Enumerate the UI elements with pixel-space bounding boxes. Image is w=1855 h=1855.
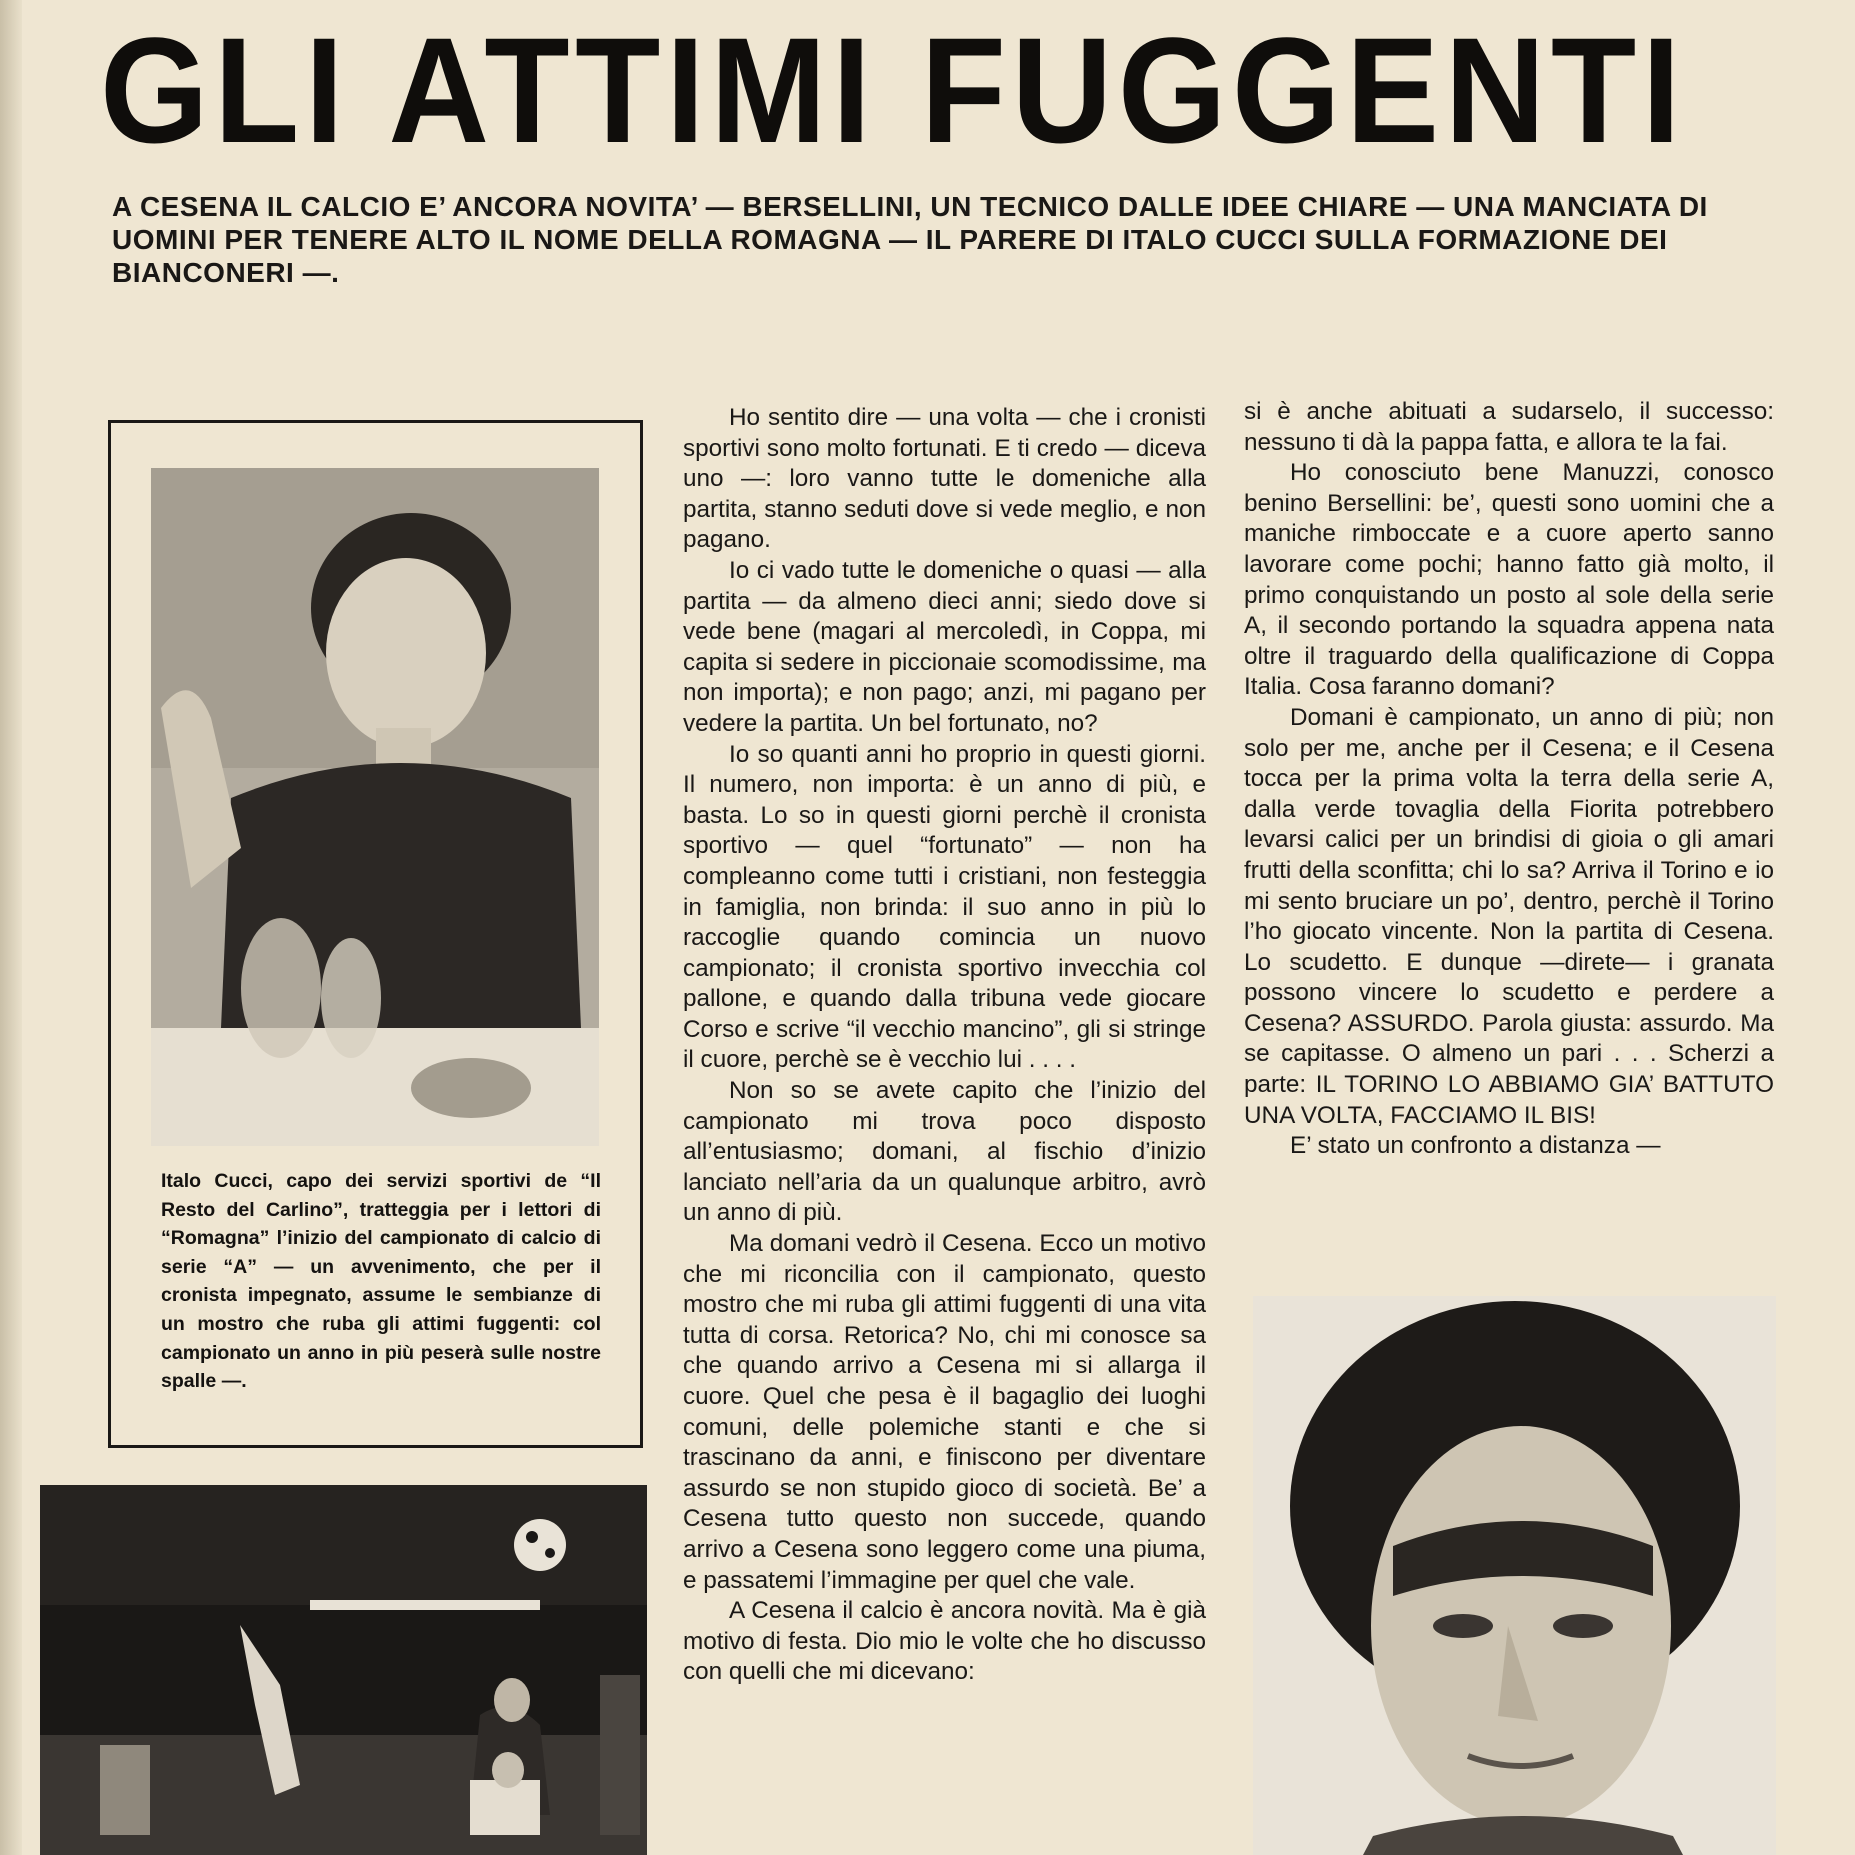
paragraph: si è anche abituati a sudarselo, il successo: nessuno ti dà la pappa fatta, e allora te la fai.: [1244, 398, 1774, 456]
subheadline: A CESENA IL CALCIO E’ ANCORA NOVITA’ — BERSELLINI, UN TECNICO DALLE IDEE CHIARE — UNA MANCIATA DI UOMINI PER TENERE ALTO IL NOME DELLA ROMAGNA — IL PARERE DI ITALO CUCCI SULLA FORMAZIONE DEI BIANCONERI —.: [112, 191, 1708, 288]
portrait-photo: [151, 468, 599, 1146]
photo-caption: Italo Cucci, capo dei servizi sportivi de “Il Resto del Carlino”, tratteggia per i lettori di “Romagna” l’inizio del campionato di calcio di serie “A” — un avvenimento, che per il cronista impegnato, assume le sembianze di un mostro che ruba gli attimi fuggenti: col campionato un anno in più peserà sulle nostre spalle —.: [161, 1170, 601, 1393]
football-action-photo: [40, 1485, 647, 1855]
paragraph: Ho sentito dire — una volta — che i cronisti sportivi sono molto fortunati. E ti credo — diceva uno —: loro vanno tutte le domeniche alla partita, stanno seduti dove si vede meglio, e non pagano.: [683, 404, 1206, 554]
paragraph: Io ci vado tutte le domeniche o quasi — alla partita — da almeno dieci anni; siedo dove si vede bene (magari al mercoledì, in Coppa, mi capita si sedere in piccionaie scomodissime, ma non importa); e non pago; anzi, mi pagano per vedere la partita. Un bel fortunato, no?: [683, 556, 1206, 737]
paragraph: A Cesena il calcio è ancora novità. Ma è già motivo di festa. Dio mio le volte che ho discusso con quelli che mi dicevano:: [683, 1597, 1206, 1686]
player-portrait-photo: [1253, 1296, 1776, 1855]
paragraph: Ma domani vedrò il Cesena. Ecco un motivo che mi riconcilia con il campionato, questo mostro che mi ruba gli attimi fuggenti di una vita tutta di corsa. Retorica? No, chi mi conosce sa che quando arrivo a Cesena mi si allarga il cuore. Quel che pesa è il bagaglio dei luoghi comuni, delle polemiche stanti e che si trascinano da anni, e finiscono per diventare assurdo se non stupido gioco di società. Be’ a Cesena tutto questo non succede, quando arrivo a Cesena sono leggero come una piuma, e passatemi l’immagine per quel che vale.: [683, 1230, 1206, 1594]
paragraph: Non so se avete capito che l’inizio del campionato mi trova poco disposto all’entusiasmo; domani, al fischio d’inizio lanciato nell’aria da un qualunque arbitro, avrò un anno di più.: [683, 1077, 1206, 1227]
paragraph: Io so quanti anni ho proprio in questi giorni. Il numero, non importa: è un anno di più, e basta. Lo so in questi giorni perchè il cronista sportivo — quel “fortunato” — non ha compleanno come tutti i cristiani, non festeggia in famiglia, non brinda: il suo anno in più lo raccoglie quando comincia un nuovo campionato; il cronista sportivo invecchia col pallone, e quando dalla tribuna vede giocare Corso e scrive “il vecchio mancino”, gli si stringe il cuore, perchè se è vecchio lui . . . .: [683, 740, 1206, 1074]
paragraph: Domani è campionato, un anno di più; non solo per me, anche per il Cesena; e il Cesena tocca per la prima volta la terra della serie A, dalla verde tovaglia della Fiorita potrebbero levarsi calici per un brindisi di gioia o gli amari frutti della sconfitta; chi lo sa? Arriva il Torino e io mi sento bruciare un po’, dentro, perchè il Torino l’ho giocato vincente. Non la partita di Cesena. Lo scudetto. E dunque —direte— i granata possono vincere lo scudetto e perdere a Cesena? ASSURDO. Parola giusta: assurdo. Ma se capitasse. O almeno un pari . . . Scherzi a parte: IL TORINO LO ABBIAMO GIA’ BATTUTO UNA VOLTA, FACCIAMO IL BIS!: [1244, 703, 1774, 1129]
binding-edge: [0, 0, 22, 1855]
caption-box: [108, 420, 643, 1448]
article-column-middle: [683, 403, 1206, 1688]
paragraph: Ho conosciuto bene Manuzzi, conosco benino Bersellini: be’, questi sono uomini che a maniche rimboccate e a cuore aperto sanno lavorare come pochi; hanno fatto già molto, il primo conquistando un posto al sole della serie A, il secondo portando la squadra appena nata oltre il traguardo della qualificazione di Coppa Italia. Cosa faranno domani?: [1244, 459, 1774, 701]
headline: GLI ATTIMI FUGGENTI: [100, 6, 1687, 174]
paragraph: E’ stato un confronto a distanza —: [1290, 1132, 1661, 1160]
article-column-right: [1244, 397, 1774, 1162]
